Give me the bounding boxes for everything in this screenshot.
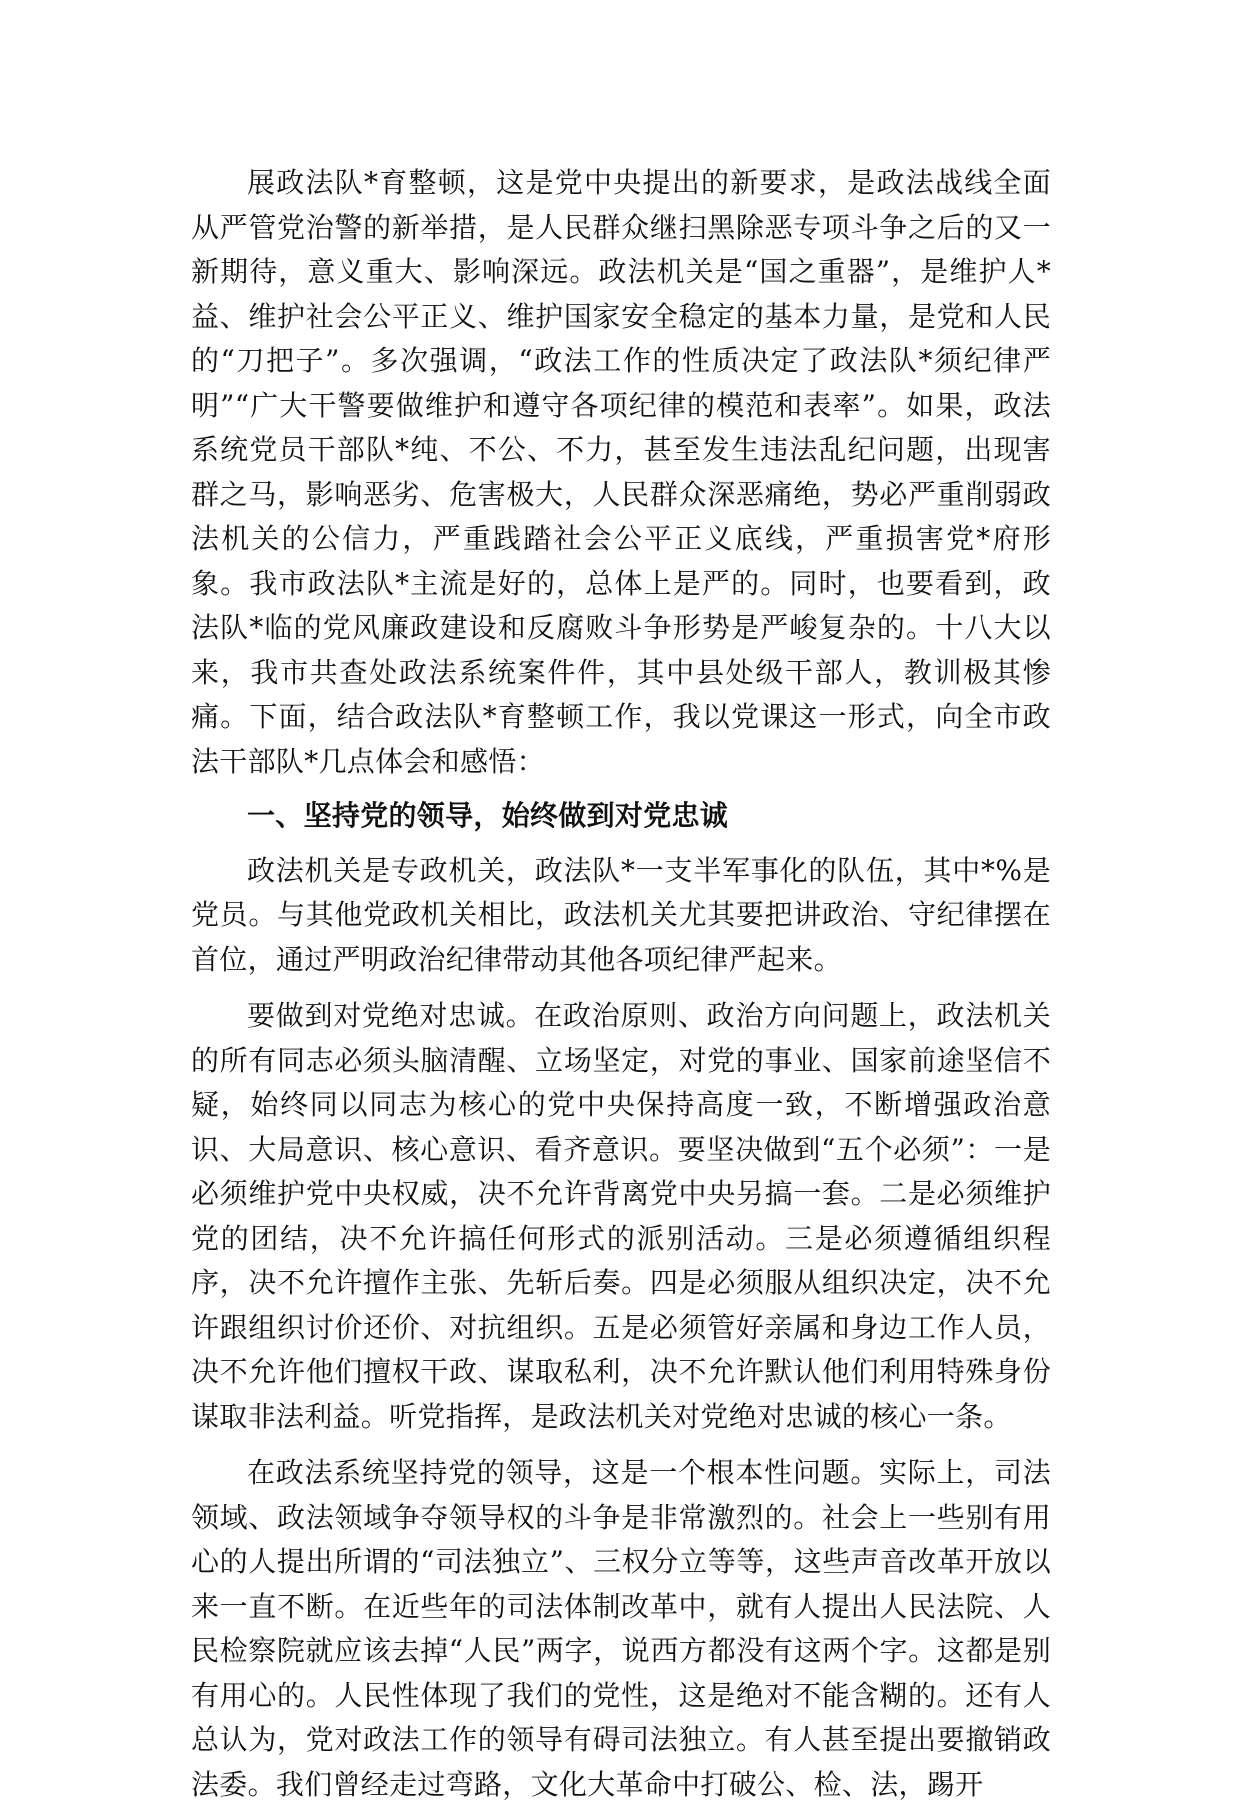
paragraph-1: 政法机关是专政机关，政法队*一支半军事化的队伍，其中*%是党员。与其他党政机关相比，政法机关尤其要把讲政治、守纪律摆在首位，通过严明政治纪律带动其他各项纪律严起来。 xyxy=(191,853,1051,976)
section-heading-1: 一、坚持党的领导，始终做到对党忠诚 xyxy=(247,799,729,832)
paragraph-3: 在政法系统坚持党的领导，这是一个根本性问题。实际上，司法领域、政法领域争夺领导权的斗争是非常激烈的。社会上一些别有用心的人提出所谓的“司法独立”、三权分立等等，这些声音改革开放以来一直不断。在近些年的司法体制改革中，就有人提出人民法院、人民检察院就应该去掉“人民”两字，说西方都没有这两个字。这都是别有用心的。人民性体现了我们的党性，这是绝对不能含糊的。还有人总认为，党对政法工作的领导有碍司法独立。有人甚至提出要撤销政法委。我们曾经走过弯路，文化大革命中打破公、检、法，踢开 xyxy=(191,1456,1051,1801)
document-body xyxy=(191,161,1051,1819)
intro-paragraph: 展政法队*育整顿，这是党中央提出的新要求，是政法战线全面从严管党治警的新举措，是人民群众继扫黑除恶专项斗争之后的又一新期待，意义重大、影响深远。政法机关是“国之重器”，是维护人*益、维护社会公平正义、维护国家安全稳定的基本力量，是党和人民的“刀把子”。多次强调，“政法工作的性质决定了政法队*须纪律严明”“广大干警要做维护和遵守各项纪律的模范和表率”。如果，政法系统党员干部队*纯、不公、不力，甚至发生违法乱纪问题，出现害群之马，影响恶劣、危害极大，人民群众深恶痛绝，势必严重削弱政法机关的公信力，严重践踏社会公平正义底线，严重损害党*府形象。我市政法队*主流是好的，总体上是严的。同时，也要看到，政法队*临的党风廉政建设和反腐败斗争形势是严峻复杂的。十八大以来，我市共查处政法系统案件件，其中县处级干部人，教训极其惨痛。下面，结合政法队*育整顿工作，我以党课这一形式，向全市政法干部队*几点体会和感悟： xyxy=(191,166,1051,778)
paragraph-2: 要做到对党绝对忠诚。在政治原则、政治方向问题上，政法机关的所有同志必须头脑清醒、立场坚定，对党的事业、国家前途坚信不疑，始终同以同志为核心的党中央保持高度一致，不断增强政治意识、大局意识、核心意识、看齐意识。要坚决做到“五个必须”：一是必须维护党中央权威，决不允许背离党中央另搞一套。二是必须维护党的团结，决不允许搞任何形式的派别活动。三是必须遵循组织程序，决不允许擅作主张、先斩后奏。四是必须服从组织决定，决不允许跟组织讨价还价、对抗组织。五是必须管好亲属和身边工作人员，决不允许他们擅权干政、谋取私利，决不允许默认他们利用特殊身份谋取非法利益。听党指挥，是政法机关对党绝对忠诚的核心一条。 xyxy=(191,999,1051,1433)
